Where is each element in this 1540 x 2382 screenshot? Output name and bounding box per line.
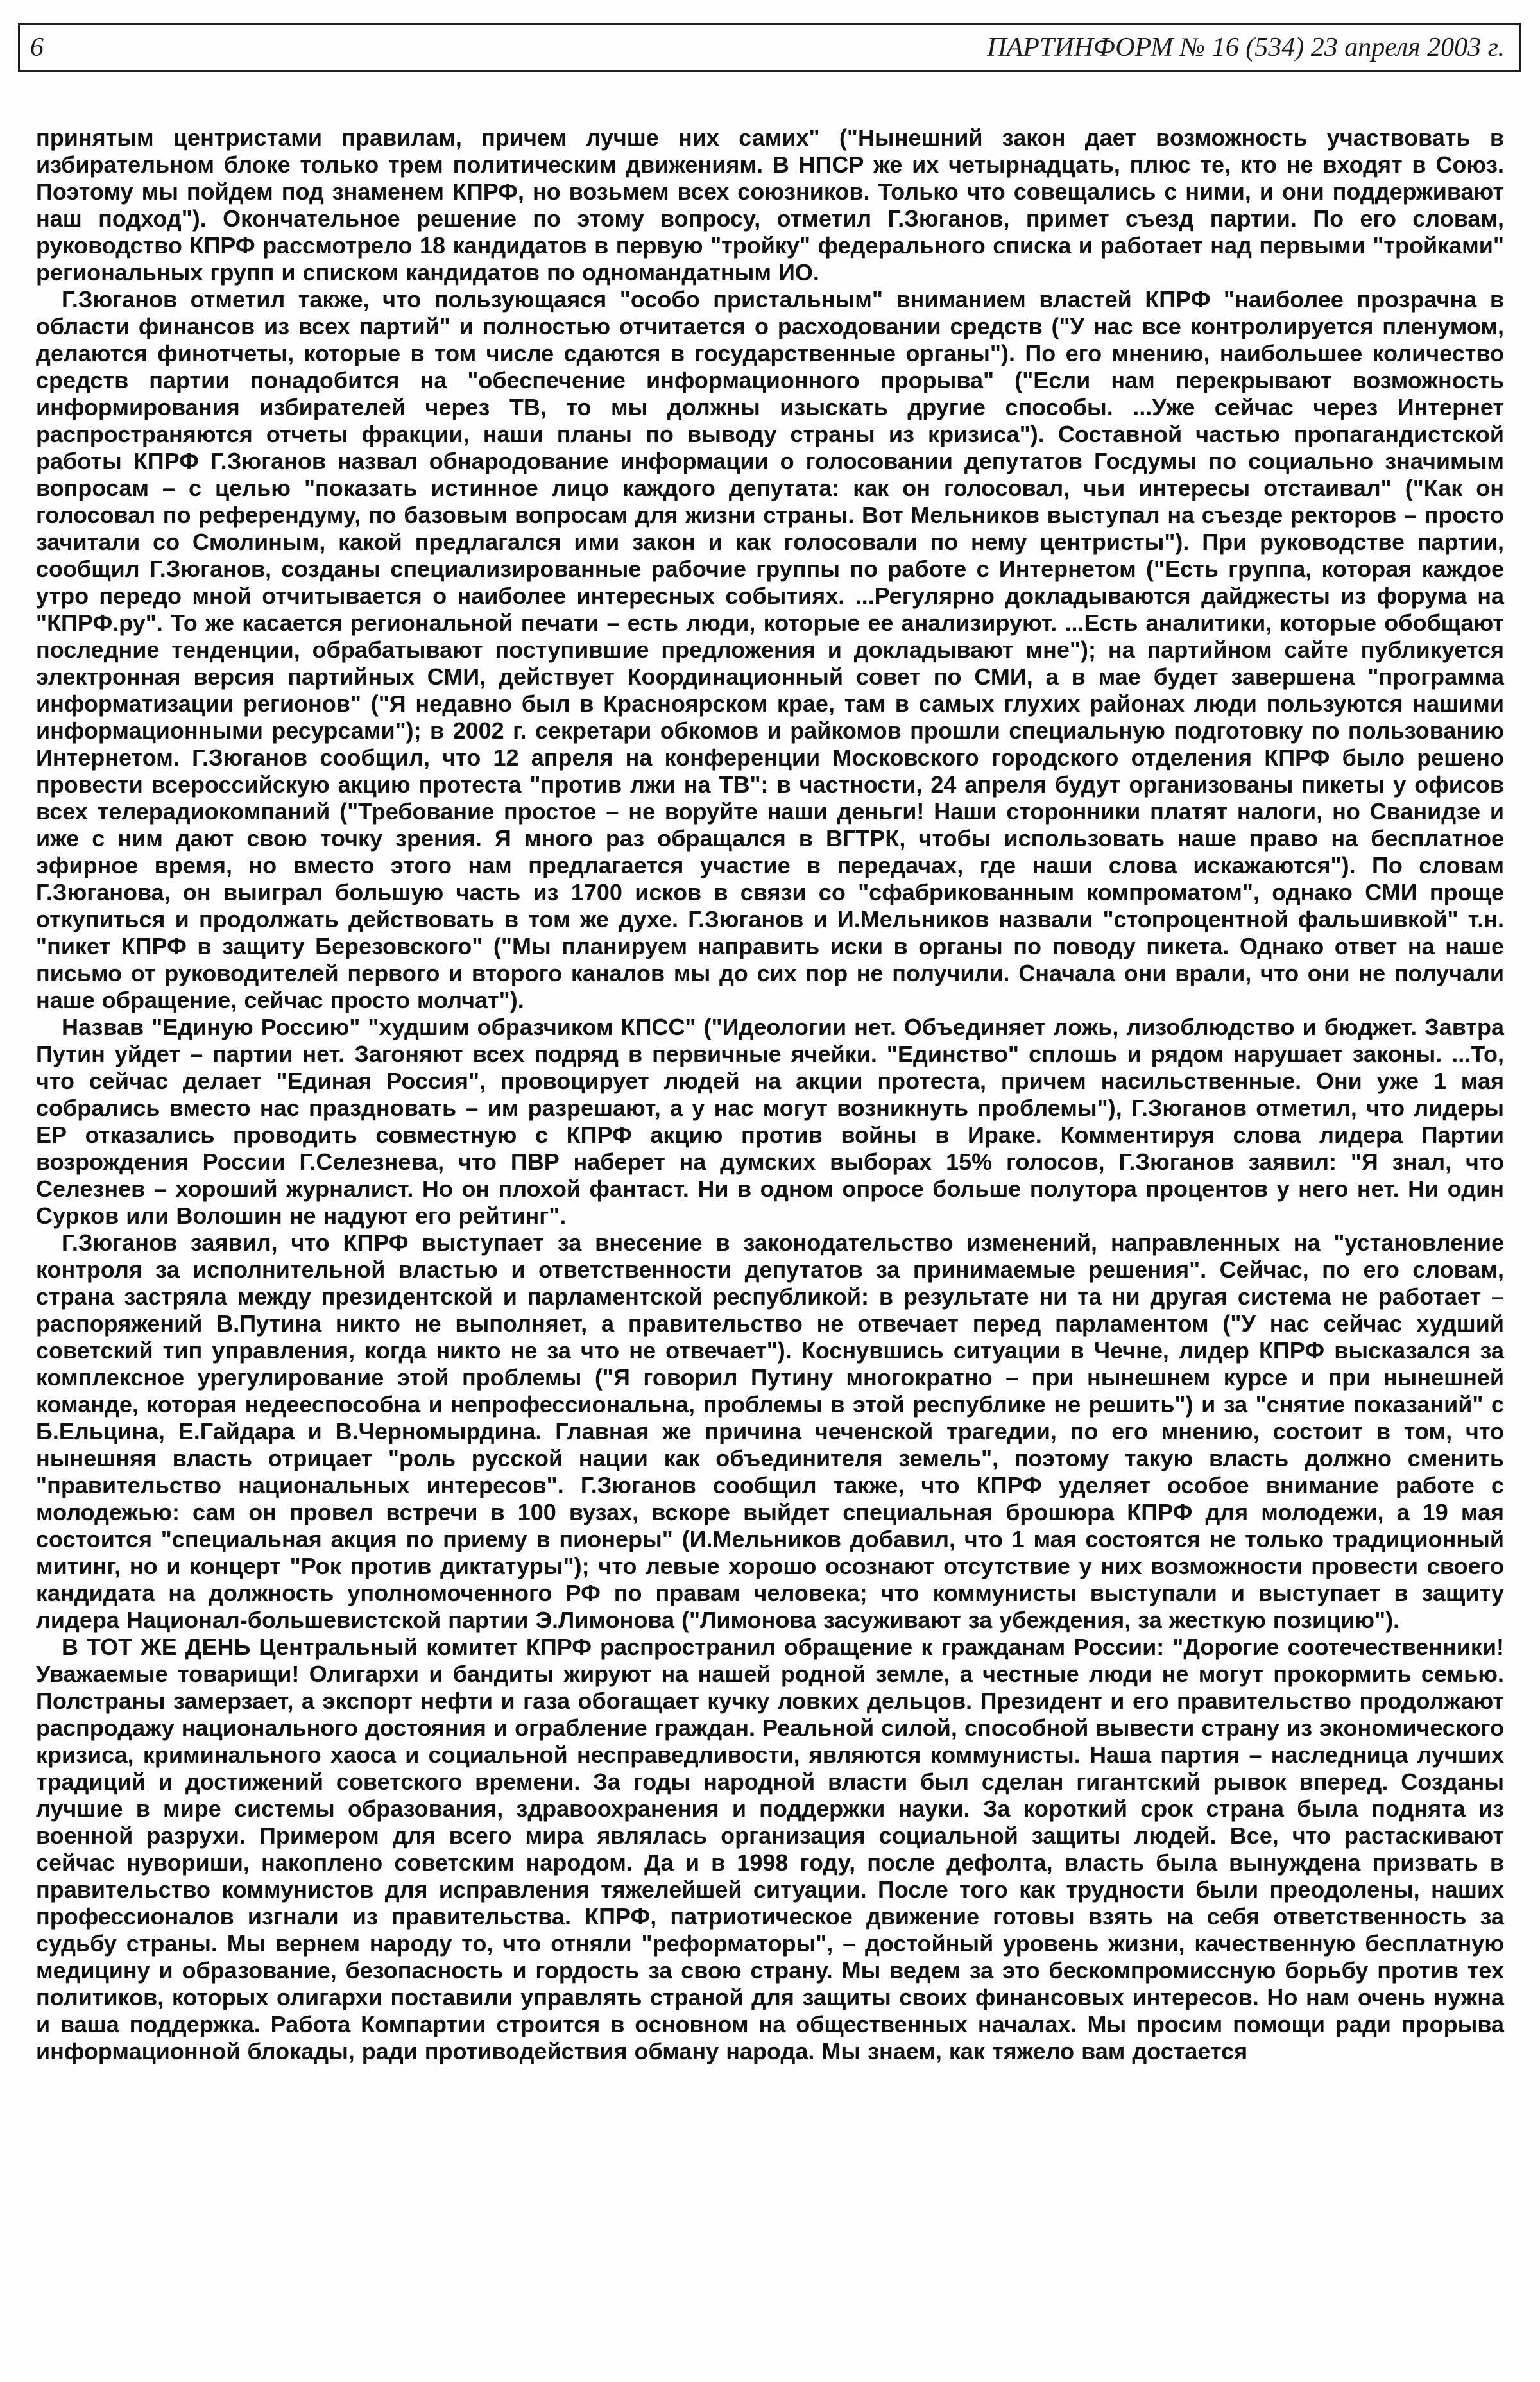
- paragraph: В ТОТ ЖЕ ДЕНЬ Центральный комитет КПРФ распространил обращение к гражданам России: "Дорогие соотечественники! Уважаемые товарищи! Олигархи и бандиты жируют на нашей родной земле, а честные люди не могут прокормить семью. Полстраны замерзает, а экспорт нефти и газа обогащает кучку ловких дельцов. Президент и его правительство продолжают распродажу национального достояния и ограбление граждан. Реальной силой, способной вывести страну из экономического кризиса, криминального хаоса и социальной несправедливости, являются коммунисты. Наша партия – наследница лучших традиций и достижений советского времени. За годы народной власти был сделан гигантский рывок вперед. Созданы лучшие в мире системы образования, здравоохранения и поддержки науки. За короткий срок страна была поднята из военной разрухи. Примером для всего мира являлась организация социальной защиты людей. Все, что растаскивают сейчас нувориши, накоплено советским народом. Да и в 1998 году, после дефолта, власть была вынуждена призвать в правительство коммунистов для исправления тяжелейшей ситуации. После того как трудности были преодолены, наших профессионалов изгнали из правительства. КПРФ, патриотическое движение готовы взять на себя ответственность за судьбу страны. Мы вернем народу то, что отняли "реформаторы", – достойный уровень жизни, качественную бесплатную медицину и образование, безопасность и гордость за свою страну. Мы ведем за это бескомпромиссную борьбу против тех политиков, которых олигархи поставили управлять страной для защиты своих финансовых интересов. Но нам очень нужна и ваша поддержка. Работа Компартии строится в основном на общественных началах. Мы просим помощи ради прорыва информационной блокады, ради противодействия обману народа. Мы знаем, как тяжело вам достается: [36, 1634, 1504, 2064]
- paragraph: Назвав "Единую Россию" "худшим образчиком КПСС" ("Идеологии нет. Объединяет ложь, лизоблюдство и бюджет. Завтра Путин уйдет – партии нет. Загоняют всех подряд в первичные ячейки. "Единство" сплошь и рядом нарушает законы. ...То, что сейчас делает "Единая Россия", провоцирует людей на акции протеста, причем насильственные. Они уже 1 мая собрались вместо нас праздновать – им разрешают, а у нас могут возникнуть проблемы"), Г.Зюганов отметил, что лидеры ЕР отказались проводить совместную с КПРФ акцию против войны в Ираке. Комментируя слова лидера Партии возрождения России Г.Селезнева, что ПВР наберет на думских выборах 15% голосов, Г.Зюганов заявил: "Я знал, что Селезнев – хороший журналист. Но он плохой фантаст. Ни в одном опросе больше полутора процентов у него нет. Ни один Сурков или Волошин не надуют его рейтинг".: [36, 1014, 1504, 1229]
- page-number: 6: [30, 33, 44, 62]
- paragraph-continued: принятым центристами правилам, причем лучше них самих" ("Нынешний закон дает возможность участвовать в избирательном блоке только трем политическим движениям. В НПСР же их четырнадцать, плюс те, кто не входят в Союз. Поэтому мы пойдем под знаменем КПРФ, но возьмем всех союзников. Только что совещались с ними, и они поддерживают наш подход"). Окончательное решение по этому вопросу, отметил Г.Зюганов, примет съезд партии. По его словам, руководство КПРФ рассмотрело 18 кандидатов в первую "тройку" федерального списка и работает над первыми "тройками" региональных групп и списком кандидатов по одномандатным ИО.: [36, 124, 1504, 286]
- page-header: [18, 23, 1521, 72]
- paragraph: Г.Зюганов отметил также, что пользующаяся "особо пристальным" вниманием властей КПРФ "наиболее прозрачна в области финансов из всех партий" и полностью отчитается о расходовании средств ("У нас все контролируется пленумом, делаются финотчеты, которые в том числе сдаются в государственные органы"). По его мнению, наибольшее количество средств партии понадобится на "обеспечение информационного прорыва" ("Если нам перекрывают возможность информирования избирателей через ТВ, то мы должны изыскать другие способы. ...Уже сейчас через Интернет распространяются отчеты фракции, наши планы по выводу страны из кризиса"). Составной частью пропагандистской работы КПРФ Г.Зюганов назвал обнародование информации о голосовании депутатов Госдумы по социально значимым вопросам – с целью "показать истинное лицо каждого депутата: как он голосовал, чьи интересы отстаивал" ("Как он голосовал по референдуму, по базовым вопросам для жизни страны. Вот Мельников выступал на съезде ректоров – просто зачитали со Смолиным, какой предлагался ими закон и как голосовали по нему центристы"). При руководстве партии, сообщил Г.Зюганов, созданы специализированные рабочие группы по работе с Интернетом ("Есть группа, которая каждое утро передо мной отчитывается о наиболее интересных событиях. ...Регулярно докладываются дайджесты из форума на "КПРФ.ру". То же касается региональной печати – есть люди, которые ее анализируют. ...Есть аналитики, которые обобщают последние тенденции, обрабатывают поступившие предложения и докладывают мне"); на партийном сайте публикуется электронная версия партийных СМИ, действует Координационный совет по СМИ, а в мае будет завершена "программа информатизации регионов" ("Я недавно был в Красноярском крае, там в самых глухих районах люди пользуются нашими информационными ресурсами"); в 2002 г. секретари обкомов и райкомов прошли специальную подготовку по пользованию Интернетом. Г.Зюганов сообщил, что 12 апреля на конференции Московского городского отделения КПРФ было решено провести всероссийскую акцию протеста "против лжи на ТВ": в частности, 24 апреля будут организованы пикеты у офисов всех телерадиокомпаний ("Требование простое – не воруйте наши деньги! Наши сторонники платят налоги, но Сванидзе и иже с ним дают свою точку зрения. Я много раз обращался в ВГТРК, чтобы использовать наше право на бесплатное эфирное время, но вместо этого нам предлагается участие в передачах, где наши слова искажаются"). По словам Г.Зюганова, он выиграл большую часть из 1700 исков в связи со "сфабрикованным компроматом", однако СМИ проще откупиться и продолжать действовать в том же духе. Г.Зюганов и И.Мельников назвали "стопроцентной фальшивкой" т.н. "пикет КПРФ в защиту Березовского" ("Мы планируем направить иски в органы по поводу пикета. Однако ответ на наше письмо от руководителей первого и второго каналов мы до сих пор не получили. Сначала они врали, что они не получали наше обращение, сейчас просто молчат").: [36, 286, 1504, 1013]
- paragraph: Г.Зюганов заявил, что КПРФ выступает за внесение в законодательство изменений, направленных на "установление контроля за исполнительной властью и ответственности депутатов за принимаемые решения". Сейчас, по его словам, страна застряла между президентской и парламентской республикой: в результате ни та ни другая система не работает – распоряжений В.Путина никто не выполняет, а правительство не отвечает перед парламентом ("У нас сейчас худший советский тип управления, когда никто не за что не отвечает"). Коснувшись ситуации в Чечне, лидер КПРФ высказался за комплексное урегулирование этой проблемы ("Я говорил Путину многократно – при нынешнем курсе и при нынешней команде, которая недееспособна и непрофессиональна, проблемы в этой республике не решить") и за "снятие показаний" с Б.Ельцина, Е.Гайдара и В.Черномырдина. Главная же причина чеченской трагедии, по его мнению, состоит в том, что нынешняя власть отрицает "роль русской нации как объединителя земель", поэтому такую власть должно сменить "правительство национальных интересов". Г.Зюганов сообщил также, что КПРФ уделяет особое внимание работе с молодежью: сам он провел встречи в 100 вузах, вскоре выйдет специальная брошюра КПРФ для молодежи, а 19 мая состоится "специальная акция по приему в пионеры" (И.Мельников добавил, что 1 мая состоятся не только традиционный митинг, но и концерт "Рок против диктатуры"); что левые хорошо осознают отсутствие у них возможности провести своего кандидата на должность уполномоченного РФ по правам человека; что коммунисты выступали и выступает в защиту лидера Национал-большевистской партии Э.Лимонова ("Лимонова засуживают за убеждения, за жесткую позицию").: [36, 1230, 1504, 1633]
- article-body: [36, 124, 1504, 2356]
- newsletter-title: ПАРТИНФОРМ № 16 (534) 23 апреля 2003 г.: [987, 33, 1505, 62]
